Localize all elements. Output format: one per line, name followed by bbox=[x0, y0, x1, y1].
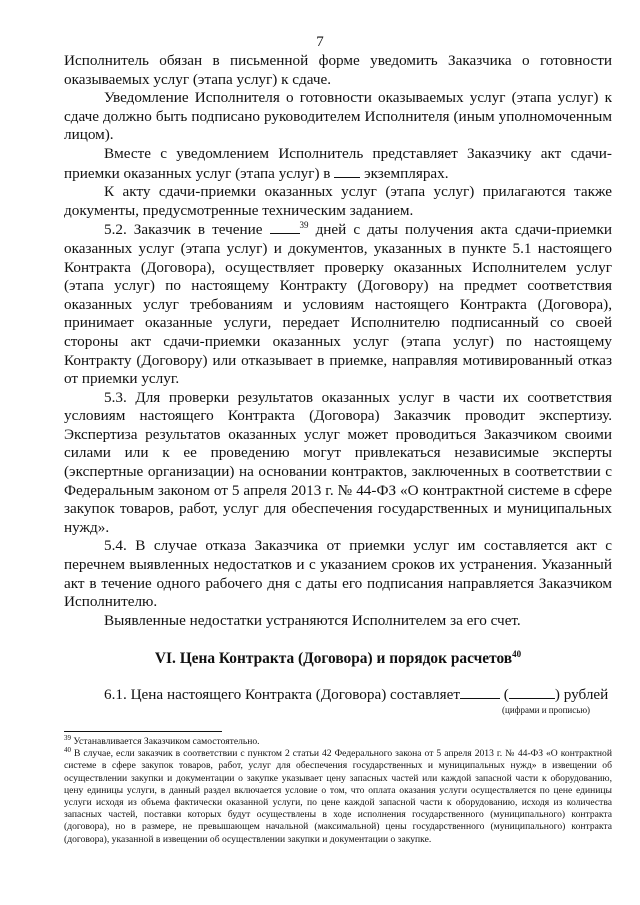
section-heading bbox=[64, 650, 612, 669]
price-words-blank bbox=[509, 685, 555, 699]
paragraph-notice-signature: Уведомление Исполнителя о готовности оказываемых услуг (этапа услуг) к сдаче должно быть подписано руководителем Исполнителя (иным уполномоченным лицом). bbox=[64, 89, 612, 144]
document-body bbox=[64, 52, 613, 715]
footnote-ref-39: 39 bbox=[299, 220, 309, 231]
footnotes bbox=[64, 736, 612, 846]
page-number: 7 bbox=[316, 34, 324, 50]
price-digits-blank bbox=[460, 685, 500, 699]
price-clause-text: 6.1. Цена настоящего Контракта (Договора) составляет bbox=[104, 686, 460, 703]
footnote-text: В случае, если заказчик в соответствии с пунктом 2 статьи 42 Федерального закона от 5 апреля 2013 г. № 44-ФЗ «О контрактной системе в сфере закупок товаров, работ, услуг для обеспечения государственных и муниципальных нужд» в извещении об осуществлении закупки и документации о закупке указывает цену запасных частей или каждой запасной части к оборудованию, цену единицы услуги, в данный раздел включается условие о том, что оплата оказания услуги осуществляется по цене единицы услуги исходя из объема фактически оказанной услуги, по цене каждой запасной части к оборудованию, исходя из количества запасных частей, поставки которых будут осуществлены в ходе исполнения государственного (муниципального) контракта (договора), но в размере, не превышающем начальной (максимальной) цены государственного (муниципального) контракта (договора), указанной в извещении об осуществлении закупки и документации о закупке. bbox=[64, 748, 612, 845]
paragraph-act-copies bbox=[64, 145, 612, 183]
footnote-number: 39 bbox=[64, 734, 71, 742]
price-caption: (цифрами и прописью) bbox=[502, 705, 591, 715]
price-open-paren: ( bbox=[503, 686, 509, 703]
price-close-paren: ) рублей bbox=[554, 686, 609, 703]
paragraph-5-2 bbox=[64, 220, 612, 388]
paragraph-notice-duty: Исполнитель обязан в письменной форме уведомить Заказчика о готовности оказываемых услуг (этапа услуг) к сдаче. bbox=[64, 52, 612, 88]
clause-5-2-start: 5.2. Заказчик в течение bbox=[104, 221, 263, 239]
footnote-39 bbox=[64, 736, 612, 748]
footnote-40 bbox=[64, 748, 612, 846]
footnote-ref-40: 40 bbox=[512, 649, 522, 660]
days-blank bbox=[270, 220, 300, 234]
footnote-divider bbox=[64, 731, 222, 732]
paragraph-5-4: 5.4. В случае отказа Заказчика от приемки услуг им составляется акт с перечнем выявленных недостатков и с указанием сроков их устранения. Указанный акт в течение одного рабочего дня с даты его подписания направляется Заказчиком Исполнителю. bbox=[64, 537, 612, 611]
footnote-text: Устанавливается Заказчиком самостоятельно. bbox=[73, 736, 260, 747]
act-copies-suffix: экземплярах. bbox=[364, 164, 449, 182]
clause-5-2-rest: дней с даты получения акта сдачи-приемки оказанных услуг (этапа услуг) и документов, указанных в пункте 5.1 настоящего Контракта (Договора), осуществляет проверку оказанных Исполнителем услуг (этапа услуг) по настоящему Контракту (Договору) на предмет соответствия оказанных услуг требованиям и условиям настоящего Контракта (Договора), принимает оказанные услуги, передает Исполнителю подписанный со своей стороны акт сдачи-приемки оказанных услуг (этапа услуг) по настоящему Контракту (Договору) или отказывает в приемке, направляя мотивированный отказ от приемки услуг. bbox=[64, 221, 613, 388]
footnote-number: 40 bbox=[64, 746, 71, 755]
paragraph-5-3: 5.3. Для проверки результатов оказанных услуг в части их соответствия условиям настоящего Контракта (Договора) Заказчик проводит экспертизу. Экспертиза результатов оказанных услуг может проводиться Заказчиком своими силами или к ее проведению могут привлекаться независимые эксперты (экспертные организации) на основании контрактов, заключенных в соответствии с Федеральным законом от 5 апреля 2013 г. № 44-ФЗ «О контрактной системе в сфере закупок товаров, работ, услуг для обеспечения государственных и муниципальных нужд». bbox=[64, 388, 612, 536]
price-clause bbox=[64, 685, 612, 715]
paragraph-defects: Выявленные недостатки устраняются Исполнителем за его счет. bbox=[104, 611, 521, 629]
section-heading-text: VI. Цена Контракта (Договора) и порядок расчетов bbox=[154, 650, 513, 668]
paragraph-act-attachments: К акту сдачи-приемки оказанных услуг (этапа услуг) прилагаются также документы, предусмотренные техническим заданием. bbox=[64, 183, 612, 219]
copies-blank bbox=[334, 164, 360, 178]
act-copies-text: Вместе с уведомлением Исполнитель представляет Заказчику акт сдачи-приемки оказанных услуг (этапа услуг) в bbox=[64, 144, 612, 182]
